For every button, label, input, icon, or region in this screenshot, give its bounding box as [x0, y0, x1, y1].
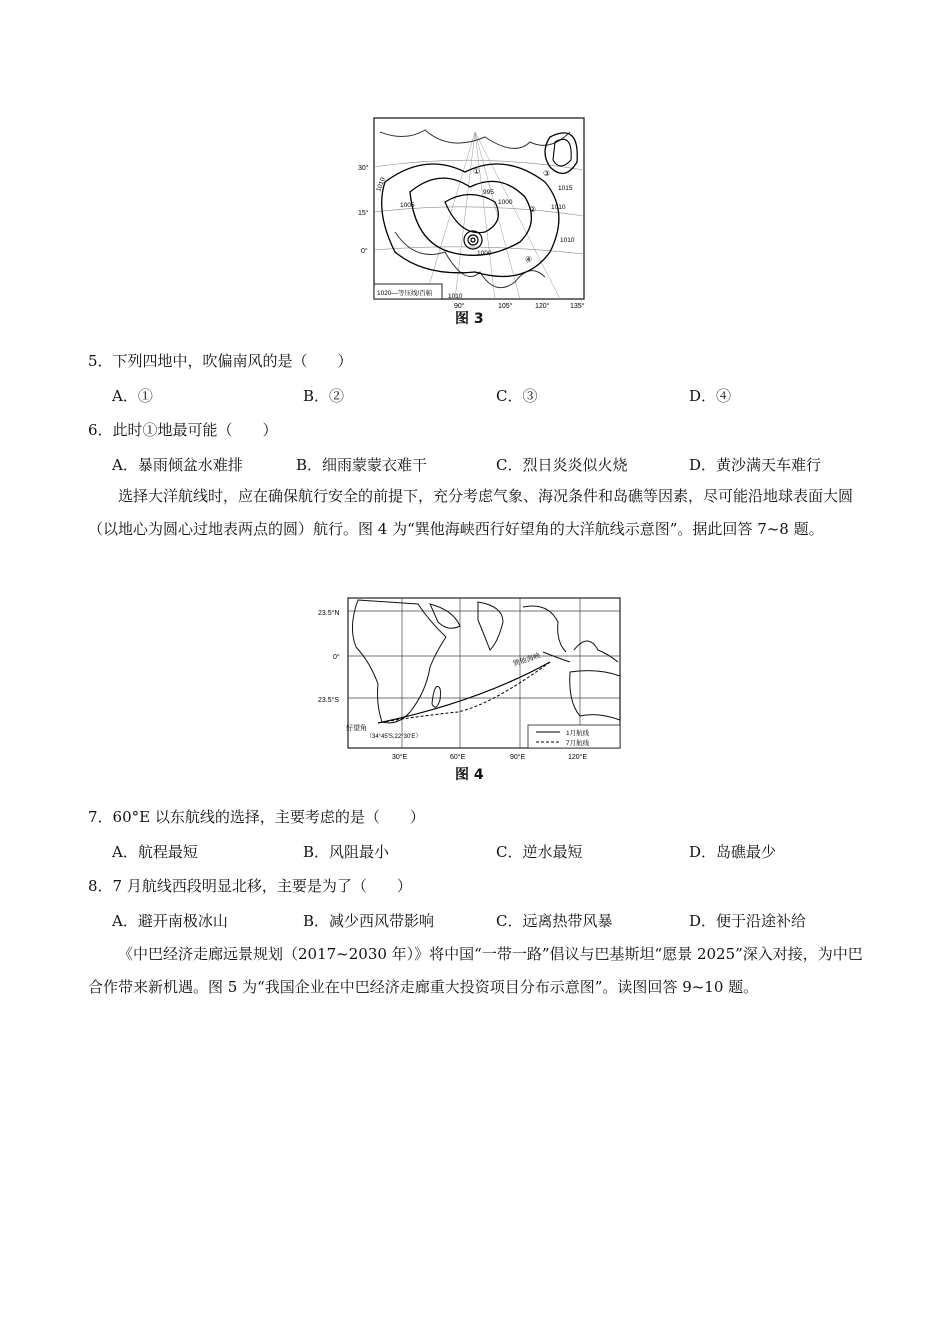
fig3-point-label: ③	[543, 169, 551, 178]
fig4-lat-label: 23.5°N	[318, 610, 340, 617]
fig4-lat-label: 23.5°S	[318, 697, 340, 704]
fig4-lon-label: 30°E	[392, 754, 408, 761]
fig3-isobar-label: 1000	[498, 199, 513, 206]
fig3-isobar-label: 1015	[558, 185, 573, 192]
fig3-point-label: ④	[525, 255, 533, 264]
fig4-lon-label: 120°E	[568, 754, 588, 761]
q5-option-d: D．④	[689, 387, 732, 405]
fig3-point-label: ②	[529, 205, 537, 214]
fig3-lat-label: 15°	[358, 210, 369, 217]
fig4-cape-label: 好望角	[346, 725, 367, 732]
question-5-stem: 5．下列四地中，吹偏南风的是（ ）	[88, 352, 353, 370]
q7-option-b: B．风阻最小	[303, 843, 390, 861]
q5-option-c: C．③	[496, 387, 538, 405]
figure-3-caption: 图 3	[455, 311, 484, 327]
q5-option-a: A．①	[112, 387, 153, 405]
q8-option-b: B．减少西风带影响	[303, 912, 435, 930]
question-7-stem: 7．60°E 以东航线的选择，主要考虑的是（ ）	[88, 808, 425, 826]
figure-4	[318, 592, 630, 764]
fig3-point-label: ①	[473, 167, 481, 176]
figure-3	[355, 112, 595, 322]
q7-option-c: C．逆水最短	[496, 843, 583, 861]
fig3-lon-label: 120°	[535, 303, 550, 310]
fig3-lat-label: 0°	[361, 248, 368, 255]
question-6-stem: 6．此时①地最可能（ ）	[88, 421, 278, 439]
figure-4-route-map	[318, 592, 630, 764]
q6-option-c: C．烈日炎炎似火烧	[496, 456, 628, 474]
intro-paragraph-9-10: 《中巴经济走廊远景规划（2017~2030 年）》将中国“一带一路”倡议与巴基斯坦“愿景 2025”深入对接，为中巴合作带来新机遇。图 5 为“我国企业在中巴经济走廊重大投资项目分布示意图”。读图回答 9~10 题。	[88, 945, 863, 996]
fig4-strait-label: 巽他海峡	[512, 652, 542, 668]
fig4-legend-jan: 1月航线	[566, 730, 590, 737]
figure-4-caption: 图 4	[455, 767, 484, 783]
q6-option-a: A．暴雨倾盆水难排	[112, 456, 243, 474]
fig3-lon-label: 90°	[454, 303, 465, 310]
q5-option-b: B．②	[303, 387, 345, 405]
fig3-isobar-label: 1010	[375, 176, 387, 193]
fig4-lon-label: 60°E	[450, 754, 466, 761]
fig3-isobar-label: 1010	[551, 204, 566, 211]
fig3-isobar-label: 995	[483, 189, 494, 196]
fig3-lat-label: 30°	[358, 165, 369, 172]
fig3-legend: 1020—等压线/百帕	[377, 290, 433, 297]
fig4-legend-jul: 7月航线	[566, 740, 590, 747]
q7-option-d: D．岛礁最少	[689, 843, 777, 861]
q6-option-d: D．黄沙满天车难行	[689, 456, 822, 474]
fig3-isobar-label: 1010	[448, 293, 463, 300]
fig3-lon-label: 105°	[498, 303, 513, 310]
intro-paragraph-7-8: 选择大洋航线时，应在确保航行安全的前提下，充分考虑气象、海况条件和岛礁等因素，尽可能沿地球表面大圆（以地心为圆心过地表两点的圆）航行。图 4 为“巽他海峡西行好望角的大洋航线示意图”。据此回答 7~8 题。	[88, 487, 854, 538]
q8-option-c: C．远离热带风暴	[496, 912, 613, 930]
q7-option-a: A．航程最短	[112, 843, 198, 861]
figure-3-isobar-map	[355, 112, 595, 322]
fig3-isobar-label: 1000	[477, 250, 492, 257]
fig4-lon-label: 90°E	[510, 754, 526, 761]
fig3-lon-label: 135°	[570, 303, 585, 310]
fig3-isobar-label: 1005	[400, 202, 415, 209]
fig3-isobar-label: 1010	[560, 237, 575, 244]
question-8-stem: 8．7 月航线西段明显北移，主要是为了（ ）	[88, 877, 412, 895]
fig4-cape-coords: （34°45′S,22°30′E）	[366, 734, 422, 740]
fig4-lat-label: 0°	[333, 654, 340, 661]
q8-option-d: D．便于沿途补给	[689, 912, 807, 930]
q6-option-b: B．细雨蒙蒙衣难干	[296, 456, 428, 474]
q8-option-a: A．避开南极冰山	[112, 912, 228, 930]
